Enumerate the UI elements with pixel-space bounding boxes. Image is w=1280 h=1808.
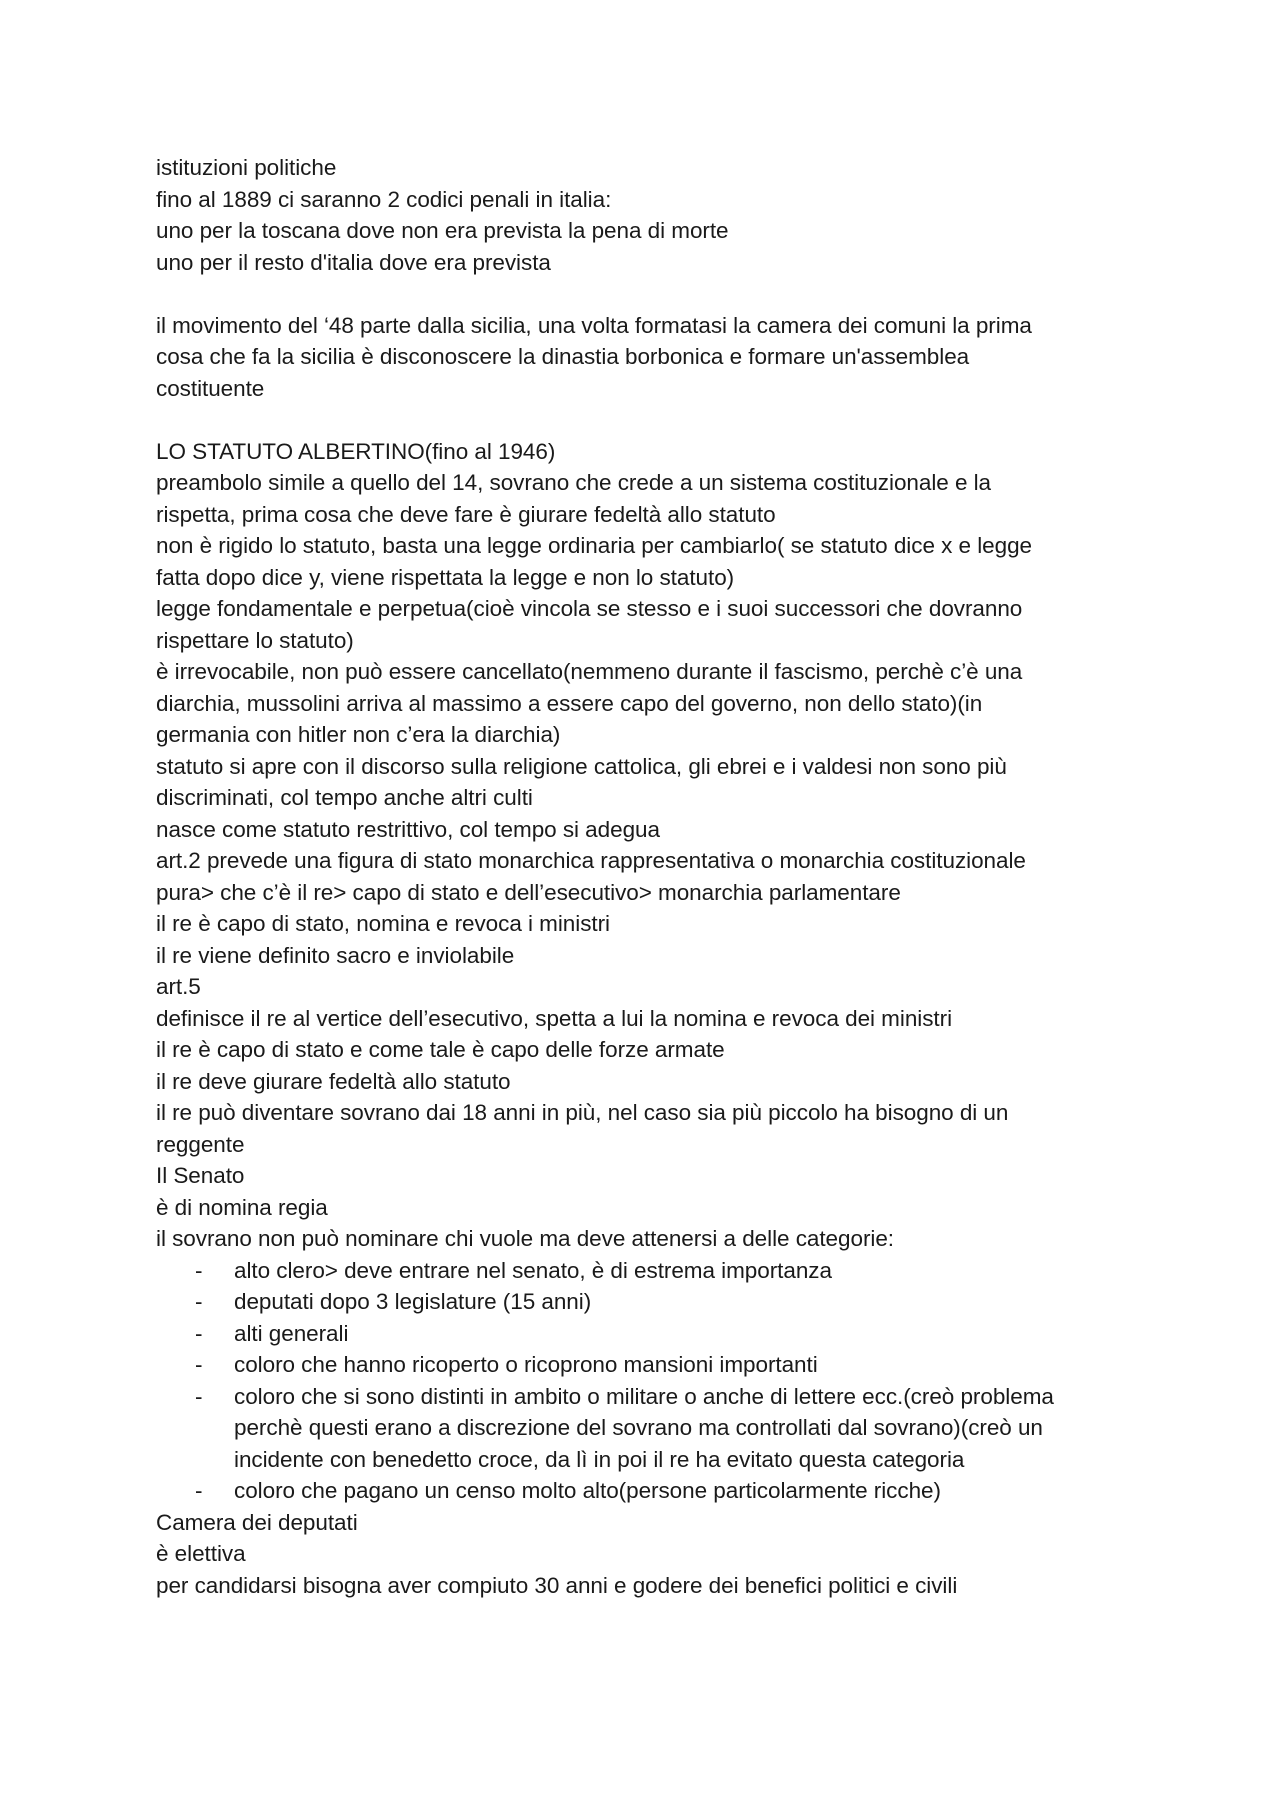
section-heading: LO STATUTO ALBERTINO(fino al 1946) (156, 438, 556, 464)
text-line: rispettare lo statuto) (156, 627, 354, 653)
text-line: discriminati, col tempo anche altri culti (156, 785, 533, 810)
list-item (156, 1349, 1136, 1381)
article-label: art.5 (156, 974, 201, 999)
text-line: fatta dopo dice y, viene rispettata la legge e non lo statuto) (156, 564, 735, 590)
list-item-text: alto clero> deve entrare nel senato, è di estrema importanza (234, 1257, 832, 1283)
text-line: il re è capo di stato, nomina e revoca i ministri (156, 911, 610, 936)
camera-deputati-section (156, 1507, 1136, 1602)
list-item-text: coloro che si sono distinti in ambito o militare o anche di lettere ecc.(creò problema (234, 1383, 1054, 1409)
text-line: è di nomina regia (156, 1194, 328, 1220)
text-line: il re può diventare sovrano dai 18 anni in più, nel caso sia più piccolo ha bisogno di un (156, 1100, 1009, 1125)
list-item-text: alti generali (234, 1320, 349, 1346)
text-line: il movimento del ‘48 parte dalla sicilia, una volta formatasi la camera dei comuni la prima (156, 312, 1032, 338)
bullet-dash: - (195, 1478, 203, 1503)
movimento-48-paragraph (156, 310, 1136, 405)
text-line: fino al 1889 ci saranno 2 codici penali in italia: (156, 186, 612, 212)
text-line: il re è capo di stato e come tale è capo delle forze armate (156, 1037, 725, 1062)
text-line: rispetta, prima cosa che deve fare è giurare fedeltà allo statuto (156, 501, 776, 527)
list-item (156, 1255, 1136, 1287)
list-item-text: coloro che pagano un censo molto alto(persone particolarmente ricche) (234, 1478, 941, 1503)
text-line: per candidarsi bisogna aver compiuto 30 anni e godere dei benefici politici e civili (156, 1572, 958, 1598)
bullet-dash: - (195, 1257, 203, 1283)
list-item (156, 1286, 1136, 1318)
subsection-heading-camera: Camera dei deputati (156, 1509, 358, 1535)
text-line: il sovrano non può nominare chi vuole ma deve attenersi a delle categorie: (156, 1226, 894, 1251)
document-page (156, 152, 1136, 1601)
text-line: costituente (156, 375, 265, 401)
text-line: uno per la toscana dove non era prevista la pena di morte (156, 218, 729, 243)
bullet-dash: - (195, 1352, 203, 1377)
list-item-text: perchè questi erano a discrezione del sovrano ma controllati dal sovrano)(creò un (234, 1415, 1043, 1440)
text-line: legge fondamentale e perpetua(cioè vincola se stesso e i suoi successori che dovranno (156, 596, 1023, 621)
subsection-heading-senato: Il Senato (156, 1163, 245, 1188)
text-line: diarchia, mussolini arriva al massimo a essere capo del governo, non dello stato)(in (156, 690, 983, 716)
text-line: statuto si apre con il discorso sulla religione cattolica, gli ebrei e i valdesi non sono più (156, 753, 1007, 779)
list-item-text: deputati dopo 3 legislature (15 anni) (234, 1289, 592, 1314)
bullet-dash: - (195, 1383, 203, 1409)
text-line: non è rigido lo statuto, basta una legge ordinaria per cambiarlo( se statuto dice x e legge (156, 533, 1032, 558)
statuto-albertino-section (156, 436, 1136, 1255)
bullet-dash: - (195, 1289, 203, 1314)
text-line: germania con hitler non c’era la diarchia) (156, 722, 561, 747)
paragraph-gap (156, 278, 1136, 310)
intro-section (156, 152, 1136, 278)
list-item (156, 1318, 1136, 1350)
list-item (156, 1475, 1136, 1507)
text-line: il re deve giurare fedeltà allo statuto (156, 1068, 511, 1094)
text-line: uno per il resto d'italia dove era prevista (156, 249, 551, 275)
text-line: è irrevocabile, non può essere cancellato(nemmeno durante il fascismo, perchè c’è una (156, 659, 1023, 684)
bullet-dash: - (195, 1320, 203, 1346)
text-line: nasce come statuto restrittivo, col tempo si adegua (156, 816, 660, 842)
senate-categories-list (156, 1255, 1136, 1507)
list-item (156, 1381, 1136, 1476)
text-line: il re viene definito sacro e inviolabile (156, 942, 515, 968)
list-item-text: incidente con benedetto croce, da lì in poi il re ha evitato questa categoria (234, 1446, 965, 1472)
text-line: definisce il re al vertice dell’esecutivo, spetta a lui la nomina e revoca dei ministri (156, 1005, 953, 1031)
text-line: pura> che c’è il re> capo di stato e dell’esecutivo> monarchia parlamentare (156, 879, 901, 905)
text-line: è elettiva (156, 1541, 246, 1566)
paragraph-gap (156, 404, 1136, 436)
text-line: art.2 prevede una figura di stato monarchica rappresentativa o monarchia costituzionale (156, 848, 1026, 873)
text-line: preambolo simile a quello del 14, sovrano che crede a un sistema costituzionale e la (156, 470, 992, 495)
text-line: reggente (156, 1131, 245, 1157)
section-title: istituzioni politiche (156, 155, 337, 180)
list-item-text: coloro che hanno ricoperto o ricoprono mansioni importanti (234, 1352, 818, 1377)
text-line: cosa che fa la sicilia è disconoscere la dinastia borbonica e formare un'assemblea (156, 344, 970, 369)
